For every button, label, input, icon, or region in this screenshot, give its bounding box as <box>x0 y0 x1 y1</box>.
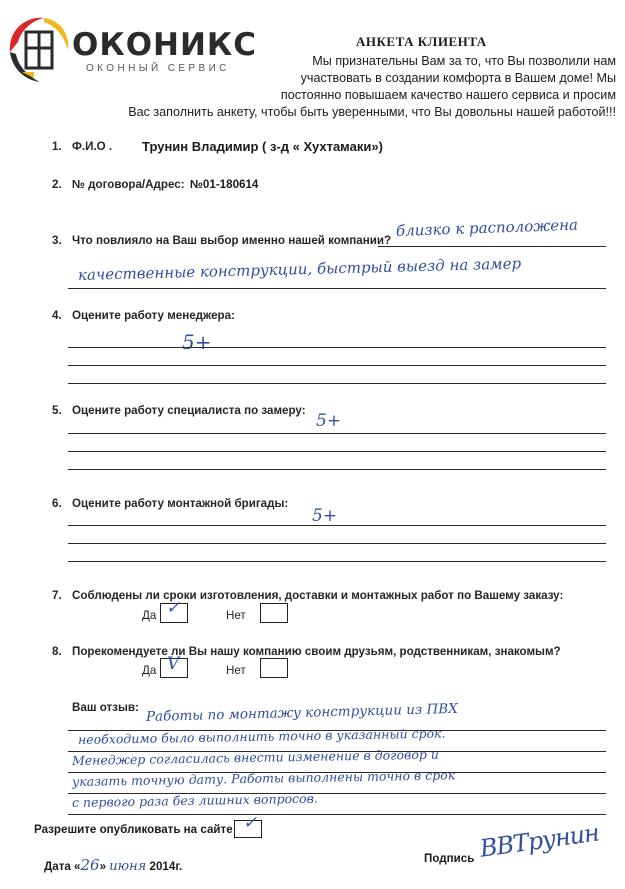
q3-answer-line-rule-1 <box>378 246 606 247</box>
q4-rule-3 <box>68 383 606 384</box>
intro-line-2: участвовать в создании комфорта в Вашем доме! Мы <box>300 71 616 85</box>
date-year: 2014г. <box>149 860 183 873</box>
q3-number: 3. <box>52 234 62 247</box>
date-mid: » <box>99 860 107 873</box>
date-prefix: Дата « <box>44 860 81 873</box>
checkmark-icon: V <box>167 654 180 674</box>
brand-name: ОКОНИКС <box>72 27 258 63</box>
q1-text: Ф.И.О . <box>72 140 113 153</box>
q2-text: № договора/Адрес: <box>72 178 185 191</box>
intro-line-4: Вас заполнить анкету, чтобы быть уверенными, что Вы довольны нашей работой!!! <box>128 105 616 119</box>
review-line-2: необходимо было выполнить точно в указанный срок. <box>77 725 446 747</box>
review-line-4: указать точную дату. Работы выполнены точно в срок <box>71 767 456 789</box>
q6-number: 6. <box>52 497 62 510</box>
q5-rule-2 <box>68 451 606 452</box>
fio-value: Трунин Владимир ( з-д « Хухтамаки») <box>142 139 383 154</box>
q1-label <box>52 140 112 153</box>
date-day: 26 <box>80 856 100 874</box>
q4-rule-1 <box>68 347 606 348</box>
q3-answer-line-rule-2 <box>68 288 606 289</box>
q7-no-label: Нет <box>226 609 246 622</box>
publish-checkbox[interactable] <box>234 813 262 838</box>
q5-number: 5. <box>52 404 62 417</box>
q8-text: Порекомендуете ли Вы нашу компанию своим друзьям, родственникам, знакомым? <box>72 645 561 658</box>
window-logo-icon <box>4 12 72 86</box>
q3-answer-line-2: качественные конструкции, быстрый выезд на замер <box>77 254 522 284</box>
review-line-1: Работы по монтажу конструкции из ПВХ <box>145 700 459 725</box>
q7-number: 7. <box>52 589 62 602</box>
q8-yes-label: Да <box>142 664 157 677</box>
q4-label <box>52 309 235 322</box>
review-rule-5 <box>68 814 606 815</box>
q4-answer: 5+ <box>182 330 212 354</box>
q6-label <box>52 497 288 510</box>
review-line-3: Менеджер согласилась внести изменение в договор и <box>71 746 439 768</box>
date-field <box>44 856 182 874</box>
review-label: Ваш отзыв: <box>72 701 139 714</box>
q4-text: Оцените работу менеджера: <box>72 309 235 322</box>
q6-rule-3 <box>68 561 606 562</box>
q7-no-checkbox[interactable] <box>260 603 288 623</box>
q7-label <box>52 589 563 602</box>
q3-text: Что повлияло на Ваш выбор именно нашей компании? <box>72 234 392 247</box>
q5-rule-1 <box>68 433 606 434</box>
q4-number: 4. <box>52 309 62 322</box>
intro-line-1: Мы признательны Вам за то, что Вы позволили нам <box>312 54 616 68</box>
q2-label <box>52 178 185 191</box>
q5-text: Оцените работу специалиста по замеру: <box>72 404 306 417</box>
signature: ВВТрунин <box>478 818 601 863</box>
document-title: АНКЕТА КЛИЕНТА <box>356 34 487 49</box>
q8-no-checkbox[interactable] <box>260 658 288 678</box>
q4-rule-2 <box>68 365 606 366</box>
q6-text: Оцените работу монтажной бригады: <box>72 497 289 510</box>
q5-label <box>52 404 306 417</box>
q7-yes-checkbox[interactable] <box>160 598 188 623</box>
q6-rule-1 <box>68 525 606 526</box>
intro-line-3: постоянно повышаем качество нашего сервиса и просим <box>280 88 616 102</box>
q7-yes-label: Да <box>142 609 157 622</box>
q8-label <box>52 645 561 658</box>
review-line-5: с первого раза без лишних вопросов. <box>71 790 318 810</box>
q7-text: Соблюдены ли сроки изготовления, доставки и монтажных работ по Вашему заказу: <box>72 589 564 602</box>
q3-answer-line-1: близко к расположена <box>395 215 579 240</box>
q6-answer: 5+ <box>312 506 338 526</box>
brand-subtitle: ОКОННЫЙ СЕРВИС <box>86 63 230 74</box>
date-month: июня <box>109 859 147 874</box>
publish-label: Разрешите опубликовать на сайте <box>34 823 233 836</box>
q8-yes-checkbox[interactable] <box>160 654 188 678</box>
q6-rule-2 <box>68 543 606 544</box>
checkmark-icon: ✓ <box>243 813 258 833</box>
contract-value: №01-180614 <box>190 178 259 191</box>
q1-number: 1. <box>52 140 62 153</box>
signature-label: Подпись <box>424 852 475 865</box>
q3-label <box>52 234 391 247</box>
q5-rule-3 <box>68 469 606 470</box>
checkmark-icon: ✓ <box>166 598 181 618</box>
q8-no-label: Нет <box>226 664 246 677</box>
q2-number: 2. <box>52 178 62 191</box>
q8-number: 8. <box>52 645 62 658</box>
q5-answer: 5+ <box>316 411 342 431</box>
